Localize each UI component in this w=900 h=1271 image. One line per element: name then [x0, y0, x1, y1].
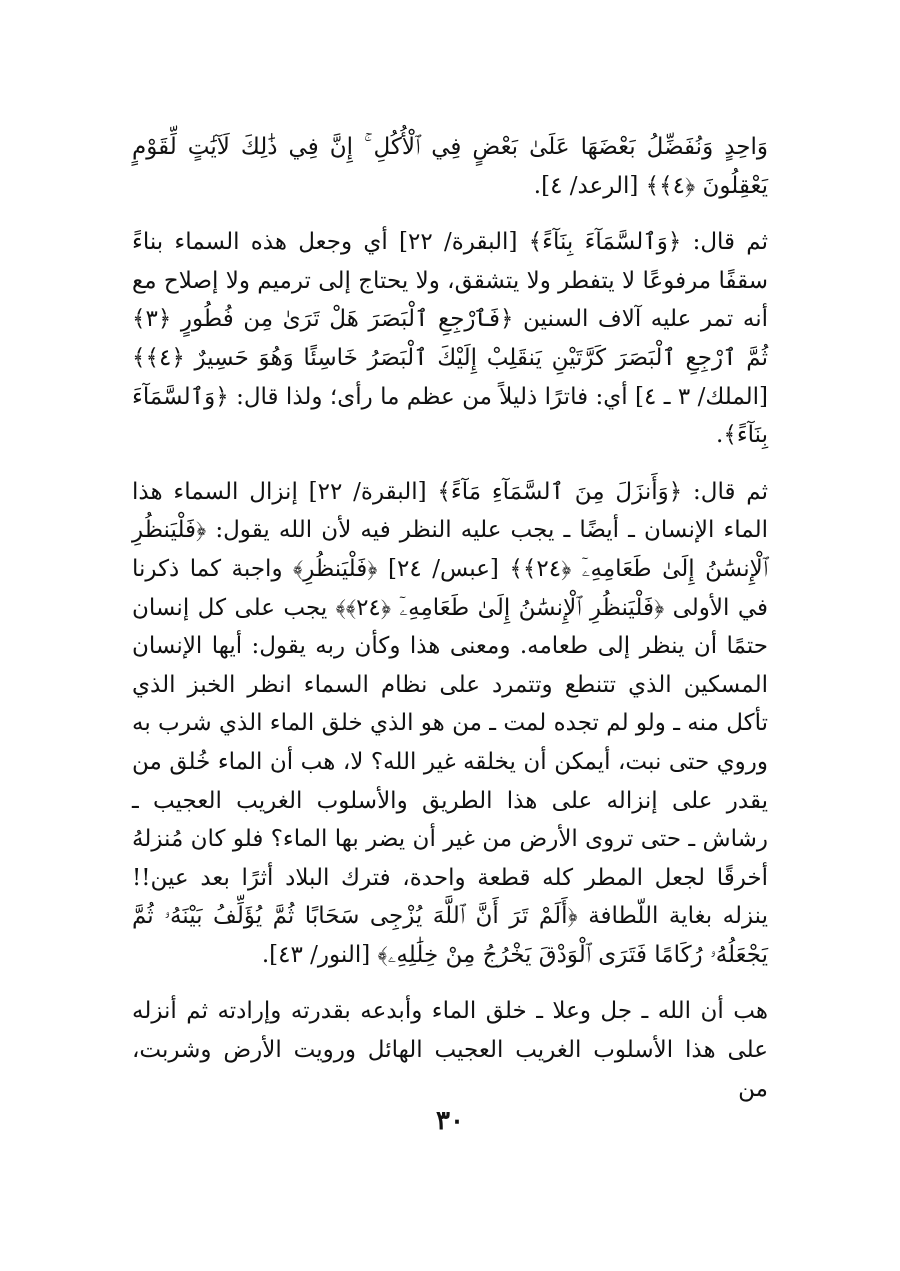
paragraph-creation-of-water: هب أن الله ـ جل وعلا ـ خلق الماء وأبدعه بقدرته وإرادته ثم أنزله على هذا الأسلوب الغريب العجيب الهائل ورويت الأرض وشربت، من — [132, 998, 768, 1102]
paragraph-quran-ra-d-4: وَاحِدٍ وَنُفَضِّلُ بَعْضَهَا عَلَىٰ بَعْضٍ فِي ٱلْأُكُلِ ۚ إِنَّ فِي ذَٰلِكَ لَآيَٰتٍ لِّقَوْمٍ يَعْقِلُونَ ﴿٤﴾﴾ [الرعد/ ٤]. — [132, 134, 768, 199]
page-number: ٣٠ — [436, 1106, 464, 1136]
paragraph-sky-as-canopy: ثم قال: ﴿وَٱلسَّمَآءَ بِنَآءً﴾ [البقرة/ ٢٢] أي وجعل هذه السماء بناءً سقفًا مرفوعًا لا يتفطر ولا يتشقق، ولا يحتاج إلى ترميم ولا إصلاح مع أنه تمر عليه آلاف السنين ﴿فَٱرْجِعِ ٱلْبَصَرَ هَلْ تَرَىٰ مِن فُطُورٍ ﴿٣﴾ ثُمَّ ٱرْجِعِ ٱلْبَصَرَ كَرَّتَيْنِ يَنقَلِبْ إِلَيْكَ ٱلْبَصَرُ خَاسِئًا وَهُوَ حَسِيرٌ ﴿٤﴾﴾ [الملك/ ٣ ـ ٤] أي: فاترًا ذليلاً من عظم ما رأى؛ ولذا قال: ﴿وَٱلسَّمَآءَ بِنَآءً﴾. — [132, 229, 769, 449]
paragraph-sending-down-water: ثم قال: ﴿وَأَنزَلَ مِنَ ٱلسَّمَآءِ مَآءً﴾ [البقرة/ ٢٢] إنزال السماء هذا الماء الإنسان ـ أيضًا ـ يجب عليه النظر فيه لأن الله يقول: ﴿فَلْيَنظُرِ ٱلْإِنسَٰنُ إِلَىٰ طَعَامِهِۦٓ ﴿٢٤﴾﴾ [عبس/ ٢٤] ﴿فَلْيَنظُرِ﴾ واجبة كما ذكرنا في الأولى ﴿فَلْيَنظُرِ ٱلْإِنسَٰنُ إِلَىٰ طَعَامِهِۦٓ ﴿٢٤﴾﴾ يجب على كل إنسان حتمًا أن ينظر إلى طعامه. ومعنى هذا وكأن ربه يقول: أيها الإنسان المسكين الذي تتنطع وتتمرد على نظام السماء انظر الخبز الذي تأكل منه ـ ولو لم تجده لمت ـ من هو الذي خلق الماء الذي شرب به وروي حتى نبت، أيمكن أن يخلقه غير الله؟ لا، هب أن الماء خُلق من يقدر على إنزاله على هذا الطريق والأسلوب الغريب العجيب ـ رشاش ـ حتى تروى الأرض من غير أن يضر بها الماء؟ فلو كان مُنزلهُ أخرقًا لجعل المطر كله قطعة واحدة، فترك البلاد أثرًا بعد عين!! ينزله بغاية اللّطافة ﴿أَلَمْ تَرَ أَنَّ ٱللَّهَ يُزْجِى سَحَابًا ثُمَّ يُؤَلِّفُ بَيْنَهُۥ ثُمَّ يَجْعَلُهُۥ رُكَامًا فَتَرَى ٱلْوَدْقَ يَخْرُجُ مِنْ خِلَٰلِهِۦ﴾ [النور/ ٤٣]. — [132, 478, 768, 968]
